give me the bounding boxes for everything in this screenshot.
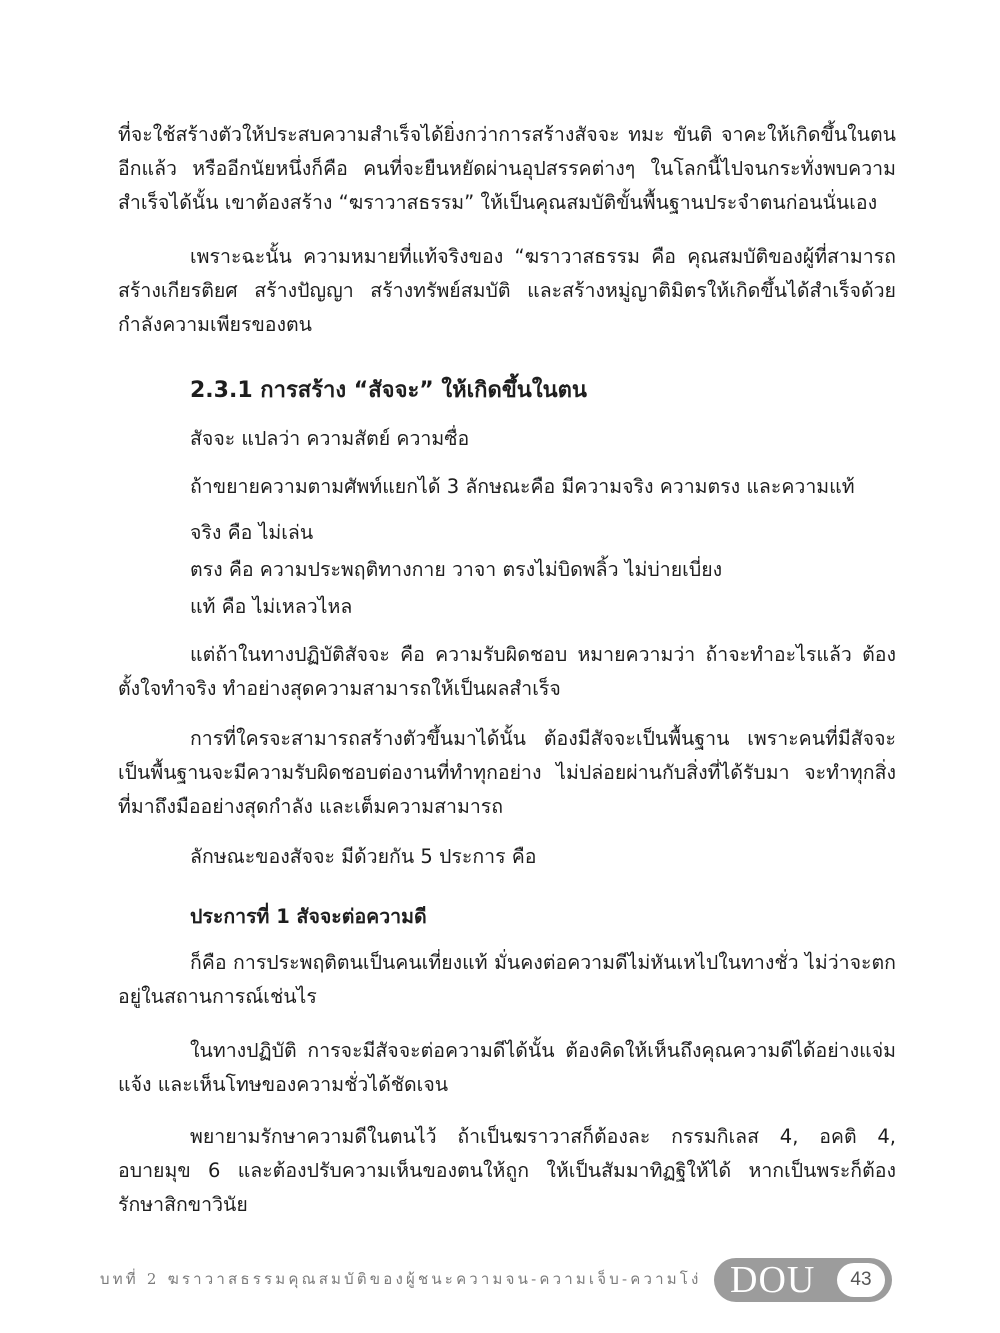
line-straight: ตรง คือ ความประพฤติทางกาย วาจา ตรงไม่บิดพลิ้ว ไม่บ่ายเบี่ยง xyxy=(190,558,723,581)
paragraph-trait-1-practice: ในทางปฏิบัติ การจะมีสัจจะต่อความดีได้นั้น ต้องคิดให้เห็นถึงคุณความดีได้อย่างแจ่มแจ้ง และเห็นโทษของความชั่วได้ชัดเจน xyxy=(118,1039,896,1096)
footer-chapter-title: บทที่ 2 ฆราวาสธรรมคุณสมบัติของผู้ชนะความจน-ความเจ็บ-ความโง่ xyxy=(100,1270,702,1288)
paragraph-practice: แต่ถ้าในทางปฏิบัติสัจจะ คือ ความรับผิดชอบ หมายความว่า ถ้าจะทำอะไรแล้ว ต้องตั้งใจทำจริง ทำอย่างสุดความสามารถให้เป็นผลสำเร็จ xyxy=(118,643,896,700)
dou-logo: DOU xyxy=(730,1259,816,1301)
line-three-traits: ถ้าขยายความตามศัพท์แยกได้ 3 ลักษณะคือ มีความจริง ความตรง และความแท้ xyxy=(190,475,855,498)
line-definition: สัจจะ แปลว่า ความสัตย์ ความซื่อ xyxy=(190,427,470,450)
page-number: 43 xyxy=(837,1263,885,1297)
line-genuine: แท้ คือ ไม่เหลวไหล xyxy=(190,595,353,618)
paragraph-foundation: การที่ใครจะสามารถสร้างตัวขึ้นมาได้นั้น ต้องมีสัจจะเป็นพื้นฐาน เพราะคนที่มีสัจจะเป็นพื้นฐานจะมีความรับผิดชอบต่องานที่ทำทุกอย่าง ไม่ปล่อยผ่านกับสิ่งที่ได้รับมา จะทำทุกสิ่งที่มาถึงมืออย่างสุดกำลัง และเต็มความสามารถ xyxy=(118,727,896,818)
paragraph-trait-1-meaning: ก็คือ การประพฤติตนเป็นคนเที่ยงแท้ มั่นคงต่อความดีไม่หันเหไปในทางชั่ว ไม่ว่าจะตกอยู่ในสถานการณ์เช่นไร xyxy=(118,951,896,1008)
line-five-traits: ลักษณะของสัจจะ มีด้วยกัน 5 ประการ คือ xyxy=(190,845,537,868)
subheading-trait-1: ประการที่ 1 สัจจะต่อความดี xyxy=(190,905,427,928)
page-footer xyxy=(100,1258,892,1302)
paragraph-meaning: เพราะฉะนั้น ความหมายที่แท้จริงของ “ฆราวาสธรรม คือ คุณสมบัติของผู้ที่สามารถสร้างเกียรติยศ สร้างปัญญา สร้างทรัพย์สมบัติ และสร้างหมู่ญาติมิตรให้เกิดขึ้นได้สำเร็จด้วยกำลังความเพียรของตน xyxy=(118,245,896,336)
paragraph-intro-continuation: ที่จะใช้สร้างตัวให้ประสบความสำเร็จได้ยิ่งกว่าการสร้างสัจจะ ทมะ ขันติ จาคะให้เกิดขึ้นในตนอีกแล้ว หรืออีกนัยหนึ่งก็คือ คนที่จะยืนหยัดผ่านอุปสรรคต่างๆ ในโลกนี้ไปจนกระทั่งพบความสำเร็จได้นั้น เขาต้องสร้าง “ฆราวาสธรรม” ให้เป็นคุณสมบัติขั้นพื้นฐานประจำตนก่อนนั่นเอง xyxy=(118,123,896,214)
paragraph-trait-1-keep-good: พยายามรักษาความดีในตนไว้ ถ้าเป็นฆราวาสก็ต้องละ กรรมกิเลส 4, อคติ 4, อบายมุข 6 และต้องปรับความเห็นของตนให้ถูก ให้เป็นสัมมาทิฏฐิให้ได้ หากเป็นพระก็ต้องรักษาสิกขาวินัย xyxy=(118,1125,896,1216)
line-real: จริง คือ ไม่เล่น xyxy=(190,521,314,544)
section-heading-2-3-1: 2.3.1 การสร้าง “สัจจะ” ให้เกิดขึ้นในตน xyxy=(190,378,587,403)
footer-badge xyxy=(714,1258,892,1302)
